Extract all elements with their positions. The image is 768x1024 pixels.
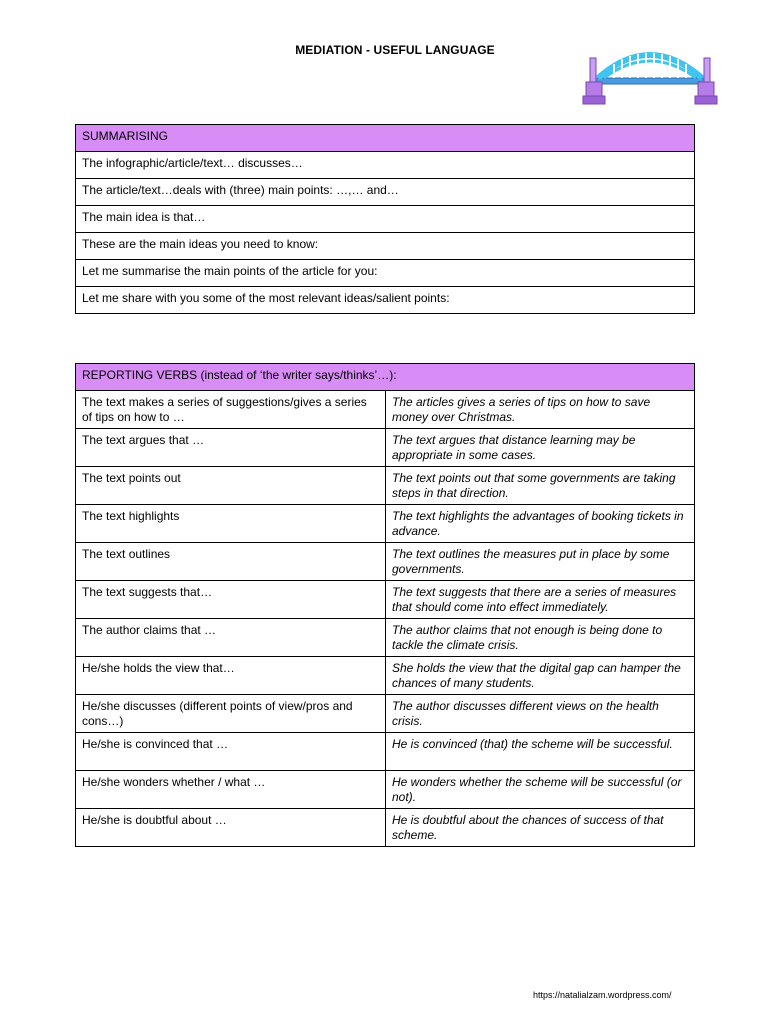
- reporting-example: He is convinced (that) the scheme will be successful.: [386, 733, 695, 771]
- reporting-phrase: He/she is convinced that …: [76, 733, 386, 771]
- table-row: [76, 505, 695, 543]
- table-row: [76, 657, 695, 695]
- reporting-example: The articles gives a series of tips on how to save money over Christmas.: [386, 391, 695, 429]
- reporting-example: The author discusses different views on the health crisis.: [386, 695, 695, 733]
- summary-phrase: Let me share with you some of the most relevant ideas/salient points:: [76, 287, 695, 314]
- summarising-table: [75, 124, 695, 314]
- page-title: MEDIATION - USEFUL LANGUAGE: [295, 43, 495, 57]
- table-row: [76, 695, 695, 733]
- table-row: [76, 543, 695, 581]
- table-row: [76, 391, 695, 429]
- reporting-phrase: He/she discusses (different points of view/pros and cons…): [76, 695, 386, 733]
- summarising-heading: SUMMARISING: [76, 125, 695, 152]
- reporting-verbs-table: [75, 363, 695, 847]
- reporting-example: He is doubtful about the chances of success of that scheme.: [386, 809, 695, 847]
- table-row: [76, 809, 695, 847]
- summary-phrase: Let me summarise the main points of the article for you:: [76, 260, 695, 287]
- reporting-example: The text outlines the measures put in place by some governments.: [386, 543, 695, 581]
- reporting-example: She holds the view that the digital gap can hamper the chances of many students.: [386, 657, 695, 695]
- reporting-phrase: The text suggests that…: [76, 581, 386, 619]
- bridge-icon: [580, 38, 720, 106]
- table-row: [76, 619, 695, 657]
- summary-phrase: The article/text…deals with (three) main points: …,… and…: [76, 179, 695, 206]
- reporting-phrase: The text argues that …: [76, 429, 386, 467]
- reporting-example: The text suggests that there are a series of measures that should come into effect immediately.: [386, 581, 695, 619]
- reporting-phrase: He/she wonders whether / what …: [76, 771, 386, 809]
- reporting-example: The text highlights the advantages of booking tickets in advance.: [386, 505, 695, 543]
- table-row: [76, 733, 695, 771]
- reporting-heading: REPORTING VERBS (instead of ‘the writer says/thinks’…):: [76, 364, 695, 391]
- table-row: [76, 467, 695, 505]
- summary-phrase: The main idea is that…: [76, 206, 695, 233]
- reporting-phrase: He/she is doubtful about …: [76, 809, 386, 847]
- reporting-example: The text points out that some governments are taking steps in that direction.: [386, 467, 695, 505]
- table-row: [76, 581, 695, 619]
- table-row: [76, 429, 695, 467]
- reporting-example: He wonders whether the scheme will be successful (or not).: [386, 771, 695, 809]
- reporting-phrase: The author claims that …: [76, 619, 386, 657]
- footer-url[interactable]: https://natalialzam.wordpress.com/: [533, 990, 672, 1000]
- reporting-phrase: The text makes a series of suggestions/gives a series of tips on how to …: [76, 391, 386, 429]
- summary-phrase: The infographic/article/text… discusses…: [76, 152, 695, 179]
- reporting-phrase: The text outlines: [76, 543, 386, 581]
- reporting-phrase: He/she holds the view that…: [76, 657, 386, 695]
- reporting-phrase: The text highlights: [76, 505, 386, 543]
- table-row: [76, 771, 695, 809]
- summary-phrase: These are the main ideas you need to know:: [76, 233, 695, 260]
- reporting-example: The author claims that not enough is being done to tackle the climate crisis.: [386, 619, 695, 657]
- reporting-example: The text argues that distance learning may be appropriate in some cases.: [386, 429, 695, 467]
- reporting-phrase: The text points out: [76, 467, 386, 505]
